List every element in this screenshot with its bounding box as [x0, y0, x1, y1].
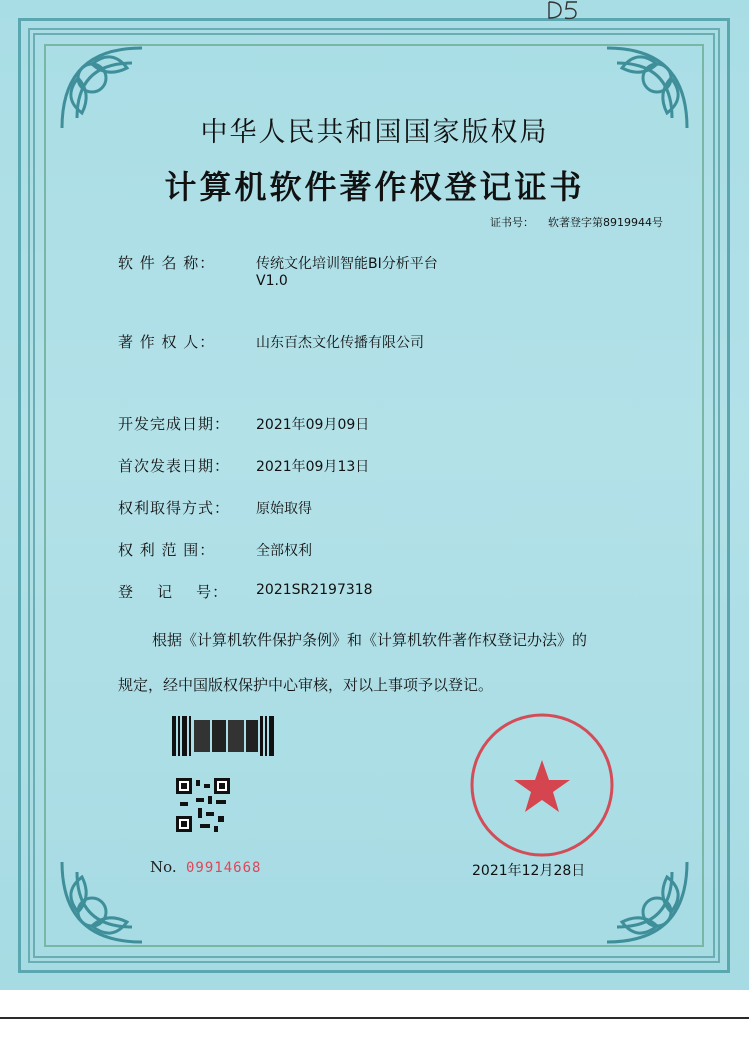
publication-date-value: 2021年09月13日 [256, 459, 370, 475]
issuing-authority: 中华人民共和国国家版权局 [200, 117, 549, 148]
acquisition-method-value: 原始取得 [256, 501, 312, 517]
rights-scope-value: 全部权利 [256, 543, 312, 559]
corner-ornament-bottom-left [52, 852, 152, 952]
publication-date-label: 首次发表日期： [118, 457, 231, 475]
qr-code [176, 778, 230, 832]
software-version-value: V1.0 [256, 273, 288, 289]
software-name-value: 传统文化培训智能BI分析平台 [256, 256, 438, 272]
development-date-value: 2021年09月09日 [256, 417, 370, 433]
serial-number-label: No. [150, 858, 177, 876]
certificate-number-value: 软著登字第8919944号 [548, 216, 663, 229]
issue-date: 2021年12月28日 [472, 863, 586, 879]
corner-ornament-bottom-right [597, 852, 697, 952]
copyright-owner-label: 著 作 权 人： [118, 333, 216, 351]
registration-number-label: 登 记 号： [118, 583, 229, 601]
barcode [172, 716, 276, 756]
official-seal [454, 712, 630, 858]
acquisition-method-label: 权利取得方式： [118, 499, 231, 517]
certificate-title: 计算机软件著作权登记证书 [164, 168, 585, 206]
statement-line-1: 根据《计算机软件保护条例》和《计算机软件著作权登记办法》的 [152, 631, 588, 649]
software-name-label: 软 件 名 称： [118, 254, 216, 272]
statement-line-2: 规定，经中国版权保护中心审核，对以上事项予以登记。 [118, 676, 494, 694]
copyright-owner-value: 山东百杰文化传播有限公司 [256, 335, 424, 351]
development-date-label: 开发完成日期： [118, 415, 231, 433]
certificate-number-label: 证书号： [490, 216, 534, 229]
certificate-number [490, 214, 663, 230]
handwritten-mark [545, 0, 585, 22]
registration-number-value: 2021SR2197318 [256, 582, 373, 598]
scan-edge-line [0, 1017, 749, 1019]
rights-scope-label: 权 利 范 围： [118, 541, 216, 559]
serial-number-value: 09914668 [186, 860, 262, 876]
